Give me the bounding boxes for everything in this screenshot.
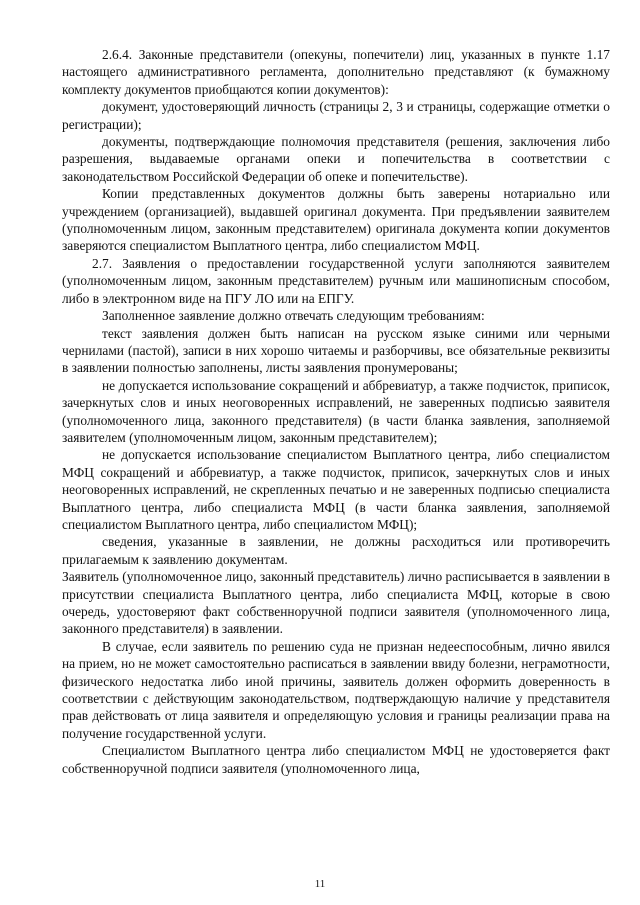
paragraph-requirement-text: текст заявления должен быть написан на русском языке синими или черными чернилами (пастой), записи в них хорошо читаемы и разборчивы, все обязательные реквизиты в заявлении полностью заполнены, листы заявления пронумерованы; — [62, 325, 610, 376]
page-number: 11 — [314, 878, 326, 890]
paragraph-signature-not-certified: Специалистом Выплатного центра либо специалистом МФЦ не удостоверяется факт собственноручной подписи заявителя (уполномоченного лица, — [62, 743, 610, 776]
paragraph-identity-document: документ, удостоверяющий личность (страницы 2, 3 и страницы, содержащие отметки о регистрации); — [62, 99, 610, 132]
paragraph-requirement-no-abbreviations: не допускается использование сокращений и аббревиатур, а также подчисток, приписок, зачеркнутых слов и иных неоговоренных исправлений, не заверенных подписью заявителя (уполномоченного лица, законного представителя) (в части бланка заявления, заполняемой заявителем (уполномоченным лицом, законным представителем); — [62, 377, 610, 445]
paragraph-power-of-attorney: В случае, если заявитель по решению суда не признан недееспособным, лично явился на прием, но не может самостоятельно расписаться в заявлении ввиду болезни, неграмотности, физического недостатка либо иной причины, заявитель должен оформить доверенность в соответствии с действующим законодательством, подтверждающую наличие у представителя прав действовать от лица заявителя и определяющую условия и границы реализации права на получение государственной услуги. — [62, 638, 610, 741]
paragraph-requirement-specialist: не допускается использование специалистом Выплатного центра, либо специалистом МФЦ сокращений и аббревиатур, а также подчисток, приписок, зачеркнутых слов и иных неоговоренных исправлений, не скрепленных печатью и не заверенных подписью специалиста Выплатного центра, либо специалиста МФЦ (в части бланка заявления, заполняемой специалистом Выплатного центра, либо специалистом МФЦ); — [62, 447, 610, 532]
paragraph-applicant-signature: Заявитель (уполномоченное лицо, законный представитель) лично расписывается в заявлении в присутствии специалиста Выплатного центра, либо специалиста МФЦ, которые в свою очередь, удостоверяют факт собственноручной подписи заявителя (уполномоченного лица, законного представителя) в заявлении. — [62, 569, 610, 637]
paragraph-2-6-4: 2.6.4. Законные представители (опекуны, попечители) лиц, указанных в пункте 1.17 настоящего административного регламента, дополнительно представляют (к бумажному комплекту документов приобщаются копии документов): — [62, 47, 610, 97]
paragraph-requirements-intro: Заполненное заявление должно отвечать следующим требованиям: — [102, 308, 485, 324]
paragraph-requirement-consistency: сведения, указанные в заявлении, не должны расходиться или противоречить прилагаемым к заявлению документам. — [62, 534, 610, 567]
paragraph-copies-certification: Копии представленных документов должны быть заверены нотариально или учреждением (организацией), выдавшей оригинал документа. При предъявлении заявителем (уполномоченным лицом, законным представителем) оригинала документа копии документов заверяются специалистом Выплатного центра, либо специалистом МФЦ. — [62, 186, 610, 254]
paragraph-authority-documents: документы, подтверждающие полномочия представителя (решения, заключения либо разрешения, выдаваемые органами опеки и попечительства в соответствии с законодательством Российской Федерации об опеке и попечительстве). — [62, 134, 610, 184]
document-body — [62, 46, 610, 777]
paragraph-2-7: 2.7. Заявления о предоставлении государственной услуги заполняются заявителем (уполномоченным лицом, законным представителем) ручным или машинописным способом, либо в электронном виде на ПГУ ЛО или на ЕПГУ. — [62, 255, 610, 306]
